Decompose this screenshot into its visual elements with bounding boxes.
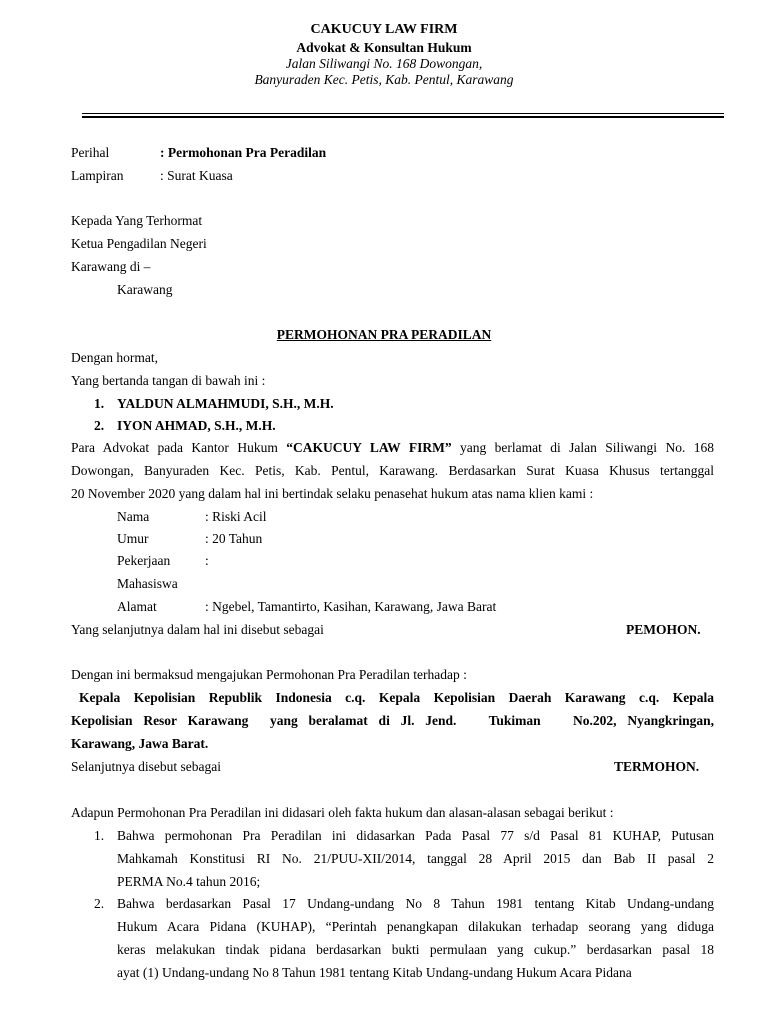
termohon-party-line2: Kepolisian Resor Karawang yang beralamat di Jl. Jend. Tukiman No.202, Nyangkringan, bbox=[71, 713, 714, 728]
pemohon-role: PEMOHON. bbox=[626, 622, 701, 637]
lampiran-label: Lampiran bbox=[71, 168, 124, 183]
recipient-line2: Ketua Pengadilan Negeri bbox=[71, 236, 207, 251]
letterhead-rule-thick bbox=[82, 116, 724, 118]
lampiran-value: : Surat Kuasa bbox=[160, 168, 233, 183]
client-nama-value: : Riski Acil bbox=[205, 509, 267, 524]
firm-name-quoted: “CAKUCUY LAW FIRM” bbox=[286, 440, 452, 455]
signer-number: 1. bbox=[94, 396, 105, 411]
firm-address-line1: Jalan Siliwangi No. 168 Dowongan, bbox=[285, 56, 483, 71]
ground-item2-line2: Hukum Acara Pidana (KUHAP), “Perintah penangkapan dilakukan terhadap seorang yang diduga bbox=[117, 919, 714, 934]
letterhead-rule-thin bbox=[82, 113, 724, 114]
perihal-label: Perihal bbox=[71, 145, 110, 160]
ground-number: 2. bbox=[94, 896, 105, 911]
termohon-party-line1: Kepala Kepolisian Republik Indonesia c.q. Kepala Kepolisian Daerah Karawang c.q. Kepala bbox=[79, 690, 714, 705]
termohon-party-line3: Karawang, Jawa Barat. bbox=[71, 736, 209, 751]
ground-item1-line2: Mahkamah Konstitusi RI No. 21/PUU-XII/2014, tanggal 28 April 2015 dan Bab II pasal 2 bbox=[117, 851, 714, 866]
firm-address-line2: Banyuraden Kec. Petis, Kab. Pentul, Karawang bbox=[254, 72, 514, 87]
advocates-text: yang berlamat di Jalan Siliwangi No. 168 bbox=[451, 440, 714, 455]
advocates-paragraph-line2: Dowongan, Banyuraden Kec. Petis, Kab. Pentul, Karawang. Berdasarkan Surat Kuasa Khusus tertanggal bbox=[71, 463, 714, 478]
ground-item1-line3: PERMA No.4 tahun 2016; bbox=[117, 874, 261, 889]
ground-item1-line1: Bahwa permohonan Pra Peradilan ini didasarkan Pada Pasal 77 s/d Pasal 81 KUHAP, Putusan bbox=[117, 828, 714, 843]
client-umur-label: Umur bbox=[117, 531, 149, 546]
greeting: Dengan hormat, bbox=[71, 350, 158, 365]
ground-item2-line1: Bahwa berdasarkan Pasal 17 Undang-undang No 8 Tahun 1981 tentang Kitab Undang-undang bbox=[117, 896, 714, 911]
recipient-line1: Kepada Yang Terhormat bbox=[71, 213, 203, 228]
client-umur-value: : 20 Tahun bbox=[205, 531, 263, 546]
pemohon-text: Yang selanjutnya dalam hal ini disebut sebagai bbox=[71, 622, 324, 637]
signer-name: IYON AHMAD, S.H., M.H. bbox=[117, 418, 276, 433]
advocates-paragraph-line3: 20 November 2020 yang dalam hal ini bertindak selaku penasehat hukum atas nama klien kami : bbox=[71, 486, 594, 501]
client-alamat-value: : Ngebel, Tamantirto, Kasihan, Karawang, Jawa Barat bbox=[205, 599, 497, 614]
recipient-line3: Karawang di – bbox=[71, 259, 151, 274]
firm-name: CAKUCUY LAW FIRM bbox=[310, 22, 458, 37]
ground-item2-line4: ayat (1) Undang-undang No 8 Tahun 1981 tentang Kitab Undang-undang Hukum Acara Pidana bbox=[117, 965, 632, 980]
advocates-text: Para Advokat pada Kantor Hukum bbox=[71, 440, 287, 455]
client-pekerjaan-continued: Mahasiswa bbox=[117, 576, 178, 591]
client-pekerjaan-value: : bbox=[205, 553, 209, 568]
ground-number: 1. bbox=[94, 828, 105, 843]
intro-text: Yang bertanda tangan di bawah ini : bbox=[71, 373, 266, 388]
signer-number: 2. bbox=[94, 418, 105, 433]
grounds-intro: Adapun Permohonan Pra Peradilan ini didasari oleh fakta hukum dan alasan-alasan sebagai berikut : bbox=[71, 805, 614, 820]
client-nama-label: Nama bbox=[117, 509, 150, 524]
firm-subtitle: Advokat & Konsultan Hukum bbox=[296, 40, 472, 55]
termohon-intro: Dengan ini bermaksud mengajukan Permohonan Pra Peradilan terhadap : bbox=[71, 667, 467, 682]
termohon-role: TERMOHON. bbox=[614, 759, 700, 774]
client-alamat-label: Alamat bbox=[117, 599, 157, 614]
termohon-text: Selanjutnya disebut sebagai bbox=[71, 759, 221, 774]
advocates-paragraph-line1 bbox=[71, 440, 714, 456]
recipient-line4: Karawang bbox=[117, 282, 173, 297]
perihal-value: : Permohonan Pra Peradilan bbox=[160, 145, 327, 160]
signer-name: YALDUN ALMAHMUDI, S.H., M.H. bbox=[117, 396, 334, 411]
document-title: PERMOHONAN PRA PERADILAN bbox=[276, 327, 492, 342]
ground-item2-line3: keras melakukan tindak pidana berdasarkan bukti permulaan yang cukup.” berdasarkan pasal 18 bbox=[117, 942, 714, 957]
client-pekerjaan-label: Pekerjaan bbox=[117, 553, 171, 568]
